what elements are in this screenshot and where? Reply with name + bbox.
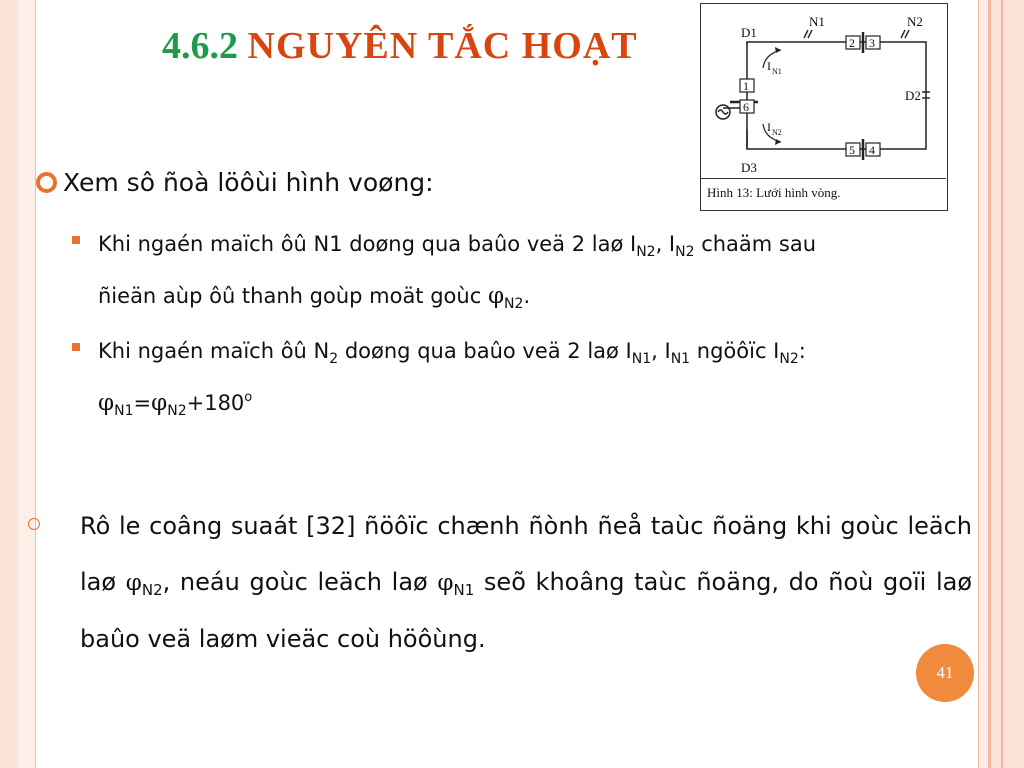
sub-bullet-2 xyxy=(98,325,958,429)
para-text-a: Rô le coâng suaát [32] ñöôïc chænh ñònh ñeå taùc ñoäng khi goùc leäch laø xyxy=(80,512,972,596)
phi-symbol: φ xyxy=(487,283,505,309)
phi-symbol: φ xyxy=(437,570,454,596)
phi-symbol: φ xyxy=(98,390,115,416)
sub1-sub-c: N2 xyxy=(504,296,524,312)
sub2-equals: = xyxy=(133,391,152,415)
sub2-text-b: doøng qua baûo veä 2 laø I xyxy=(338,339,632,363)
para-text-b: , neáu goùc leäch laø xyxy=(162,568,438,596)
current-in2-label: I xyxy=(767,120,771,134)
ring-network-figure xyxy=(700,3,948,211)
degree-mark: o xyxy=(244,390,253,405)
sub1-text-e: . xyxy=(523,284,531,308)
sub1-text-c: chaäm sau xyxy=(694,232,817,256)
phi-symbol: φ xyxy=(151,390,168,416)
current-in1-label: I xyxy=(767,59,771,73)
bullet-main-text: Xem sô ñoà löôùi hình voøng: xyxy=(63,168,434,197)
sub1-sub-a: N2 xyxy=(636,244,656,260)
square-bullet-icon xyxy=(72,343,80,351)
box-3-label: 3 xyxy=(869,36,875,50)
sub2-sub-e: N1 xyxy=(114,403,134,419)
title-number: 4.6.2 xyxy=(162,25,238,67)
sub2-text-a: Khi ngaén maïch ôû N xyxy=(98,339,330,363)
sub2-sub-f: N2 xyxy=(167,403,187,419)
sub1-text-a: Khi ngaén maïch ôû N1 doøng qua baûo veä 2 laø I xyxy=(98,232,637,256)
sub2-text-d: ngöôïc I xyxy=(690,339,780,363)
sub2-text-e: : xyxy=(798,339,806,363)
para-text-c: seõ khoâng taùc ñoäng, do ñoù goïi laø baûo veä laøm vieäc coù höôùng. xyxy=(80,568,973,653)
slide-frame-left xyxy=(0,0,35,768)
box-5-label: 5 xyxy=(849,143,855,157)
sub1-text-b: , I xyxy=(655,232,676,256)
box-1-label: 1 xyxy=(743,79,749,93)
slide-frame-right xyxy=(978,0,1024,768)
label-d3: D3 xyxy=(741,160,757,175)
para-sub-b: N1 xyxy=(453,581,475,599)
ring-bullet-icon xyxy=(36,172,57,193)
relay-paragraph xyxy=(80,498,972,667)
para-sub-a: N2 xyxy=(141,581,163,599)
page-number: 41 xyxy=(936,663,954,682)
label-d1: D1 xyxy=(741,25,757,40)
bullet-main xyxy=(36,168,576,197)
sub2-sub-b: N1 xyxy=(631,351,652,367)
sub2-sub-d: N2 xyxy=(779,351,799,367)
sub-bullet-1 xyxy=(98,218,958,322)
box-6-label: 6 xyxy=(743,100,749,114)
sub2-text-c: , I xyxy=(651,339,671,363)
hollow-circle-bullet-icon xyxy=(28,518,40,530)
title-text: NGUYÊN TẮC HOẠT xyxy=(247,25,638,67)
sub2-sub-c: N1 xyxy=(670,351,691,367)
sub1-sub-b: N2 xyxy=(675,244,695,260)
sub2-sub-a: 2 xyxy=(329,351,339,367)
box-2-label: 2 xyxy=(849,36,855,50)
figure-caption: Hình 13: Lưới hình vòng. xyxy=(701,178,946,210)
box-4-label: 4 xyxy=(869,143,875,157)
sub1-text-d: ñieän aùp ôû thanh goùp moät goùc xyxy=(98,284,488,308)
label-n1: N1 xyxy=(809,14,825,29)
page-number-badge xyxy=(916,644,974,702)
square-bullet-icon xyxy=(72,236,80,244)
circuit-diagram xyxy=(701,4,947,178)
label-n2: N2 xyxy=(907,14,923,29)
sub2-text-f: +180 xyxy=(186,391,245,415)
current-in1-sub: N1 xyxy=(772,67,782,76)
phi-symbol: φ xyxy=(125,570,142,596)
current-in2-sub: N2 xyxy=(772,128,782,137)
label-d2: D2 xyxy=(905,88,921,103)
slide-title xyxy=(162,18,702,78)
